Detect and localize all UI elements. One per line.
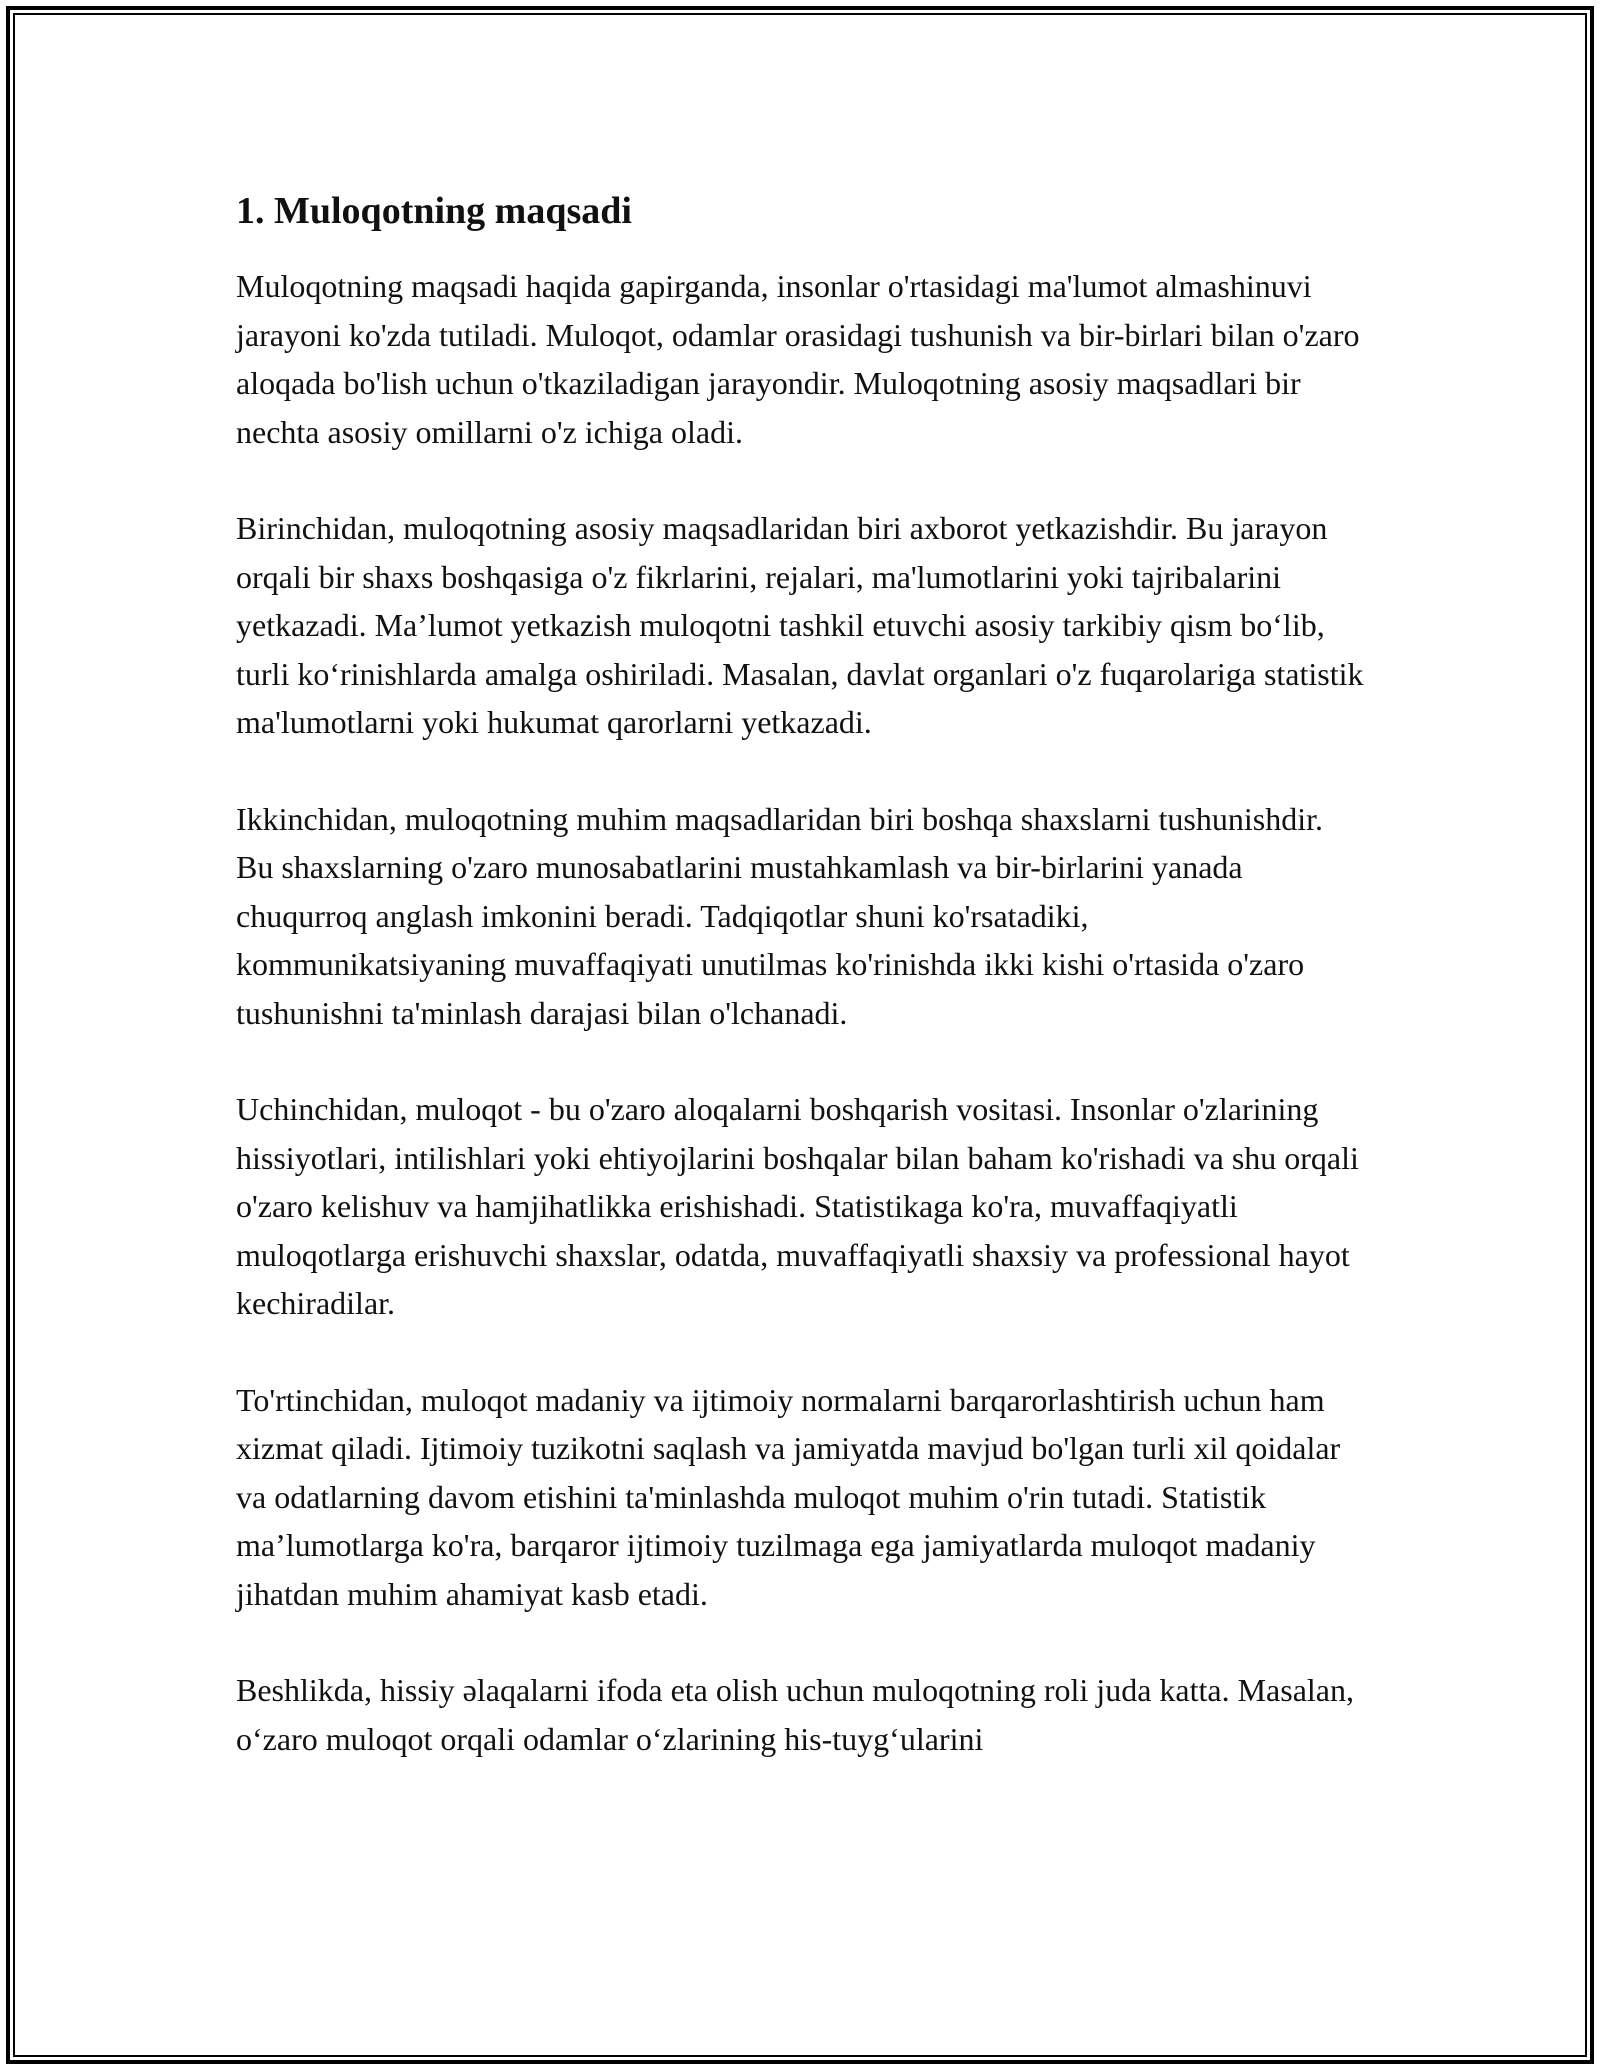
paragraph-3: Ikkinchidan, muloqotning muhim maqsadlaridan biri boshqa shaxslarni tushunishdir. Bu shaxslarning o'zaro munosabatlarini mustahkamlash va bir-birlarini yanada chuqurroq anglash imkonini beradi. Tadqiqotlar shuni ko'rsatadiki, kommunikatsiyaning muvaffaqiyati unutilmas ko'rinishda ikki kishi o'rtasida o'zaro tushunishni ta'minlash darajasi bilan o'lchanadi.: [236, 800, 1323, 1031]
paragraph-5: To'rtinchidan, muloqot madaniy va ijtimoiy normalarni barqarorlashtirish uchun ham xizmat qiladi. Ijtimoiy tuzikotni saqlash va jamiyatda mavjud bo'lgan turli xil qoidalar va odatlarning davom etishini ta'minlashda muloqot muhim o'rin tutadi. Statistik ma’lumotlarga ko'ra, barqaror ijtimoiy tuzilmaga ega jamiyatlarda muloqot madaniy jihatdan muhim ahamiyat kasb etadi.: [236, 1381, 1341, 1612]
paragraph-4: Uchinchidan, muloqot - bu o'zaro aloqalarni boshqarish vositasi. Insonlar o'zlarining hissiyotlari, intilishlari yoki ehtiyojlarini boshqalar bilan baham ko'rishadi va shu orqali o'zaro kelishuv va hamjihatlikka erishishadi. Statistikaga ko'ra, muvaffaqiyatli muloqotlarga erishuvchi shaxslar, odatda, muvaffaqiyatli shaxsiy va professional hayot kechiradilar.: [236, 1091, 1359, 1321]
paragraph-1: Muloqotning maqsadi haqida gapirganda, insonlar o'rtasidagi ma'lumot almashinuvi jarayoni ko'zda tutiladi. Muloqot, odamlar orasidagi tushunish va bir-birlari bilan o'zaro aloqada bo'lish uchun o'tkaziladigan jarayondir. Muloqotning asosiy maqsadlari bir nechta asosiy omillarni o'z ichiga oladi.: [236, 268, 1360, 450]
paragraph-6: Beshlikda, hissiy əlaqalarni ifoda eta olish uchun muloqotning roli juda katta. Masalan, o‘zaro muloqot orqali odamlar o‘zlarining his-tuyg‘ularini: [236, 1672, 1354, 1757]
document-body: [236, 188, 1366, 1811]
section-title: 1. Muloqotning maqsadi: [236, 190, 632, 232]
paragraph-2: Birinchidan, muloqotning asosiy maqsadlaridan biri axborot yetkazishdir. Bu jarayon orqali bir shaxs boshqasiga o'z fikrlarini, rejalari, ma'lumotlarini yoki tajribalarini yetkazadi. Ma’lumot yetkazish muloqotni tashkil etuvchi asosiy tarkibiy qism bo‘lib, turli ko‘rinishlarda amalga oshiriladi. Masalan, davlat organlari o'z fuqarolariga statistik ma'lumotlarni yoki hukumat qarorlarni yetkazadi.: [236, 510, 1364, 740]
